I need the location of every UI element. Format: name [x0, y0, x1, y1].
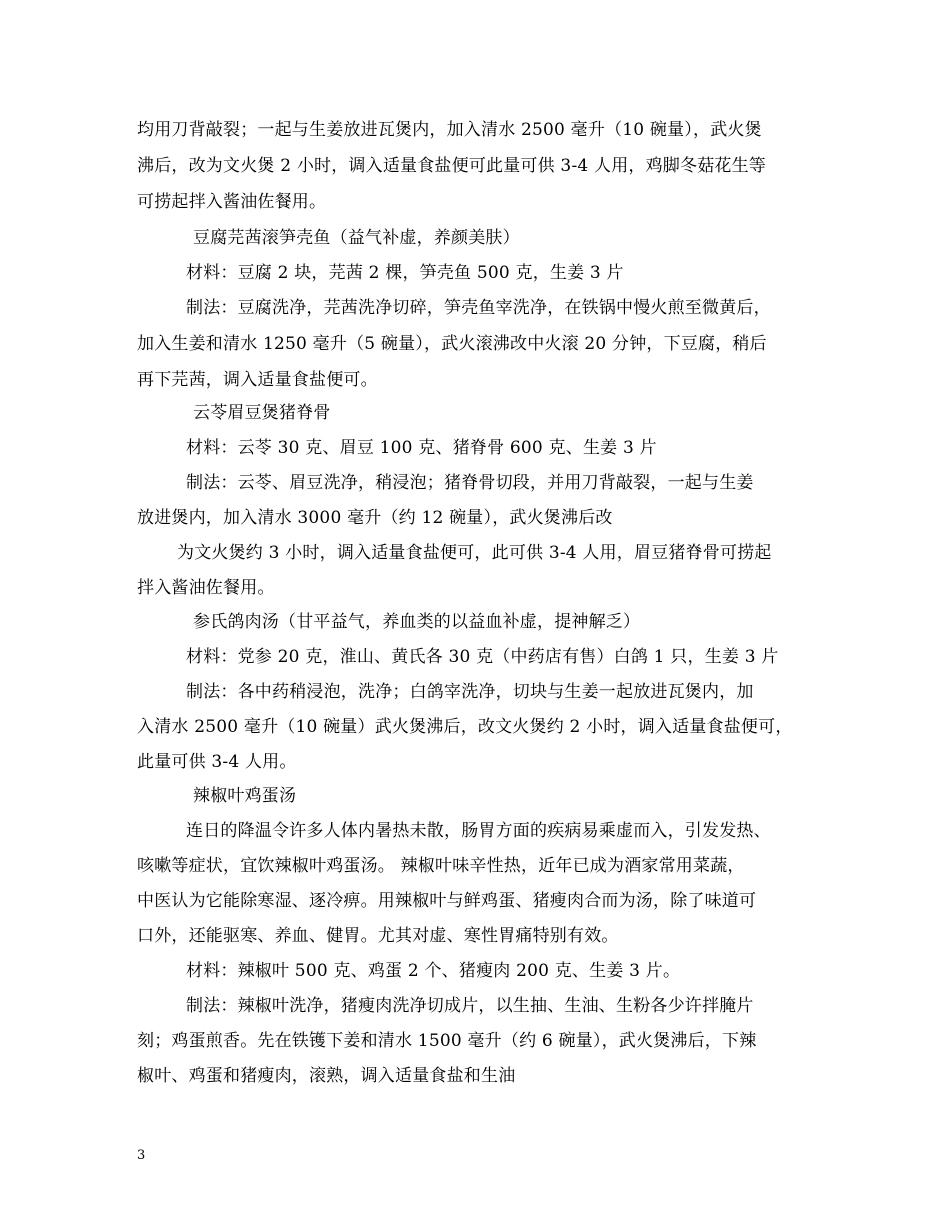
text-line: 为文火煲约 3 小时，调入适量食盐便可，此可供 3-4 人用，眉豆猪脊骨可捞起: [177, 543, 772, 563]
text-line: 椒叶、鸡蛋和猪瘦肉，滚熟，调入适量食盐和生油: [137, 1066, 516, 1086]
section-heading: 豆腐芫茜滚笋壳鱼（益气补虚，养颜美肤）: [193, 228, 520, 248]
text-line: 刻；鸡蛋煎香。先在铁镬下姜和清水 1500 毫升（约 6 碗量），武火煲沸后，下辣: [137, 1031, 757, 1051]
text-line: 材料：辣椒叶 500 克、鸡蛋 2 个、猪瘦肉 200 克、生姜 3 片。: [186, 961, 681, 981]
text-line: 制法：各中药稍浸泡，洗净；白鸽宰洗净，切块与生姜一起放进瓦煲内，加: [186, 682, 754, 702]
text-line: 材料：党参 20 克，淮山、黄氏各 30 克（中药店有售）白鸽 1 只，生姜 3 片: [186, 647, 779, 667]
text-line: 材料：云苓 30 克、眉豆 100 克、猪脊骨 600 克、生姜 3 片: [186, 438, 657, 458]
text-line: 此量可供 3-4 人用。: [137, 752, 297, 772]
text-line: 连日的降温令许多人体内暑热未散，肠胃方面的疾病易乘虚而入，引发发热、: [186, 821, 771, 841]
text-line: 制法：豆腐洗净，芫茜洗净切碎，笋壳鱼宰洗净，在铁锅中慢火煎至微黄后，: [186, 298, 771, 318]
text-line: 材料：豆腐 2 块，芫茜 2 棵，笋壳鱼 500 克，生姜 3 片: [186, 263, 624, 283]
section-heading: 云苓眉豆煲猪脊骨: [193, 403, 331, 423]
text-line: 可捞起拌入酱油佐餐用。: [137, 192, 327, 212]
section-heading: 辣椒叶鸡蛋汤: [193, 786, 297, 806]
text-line: 沸后，改为文火煲 2 小时，调入适量食盐便可此量可供 3-4 人用，鸡脚冬菇花生等: [137, 156, 767, 176]
text-line: 均用刀背敲裂；一起与生姜放进瓦煲内，加入清水 2500 毫升（10 碗量），武火煲: [137, 120, 762, 140]
text-line: 咳嗽等症状，宜饮辣椒叶鸡蛋汤。 辣椒叶味辛性热，近年已成为酒家常用菜蔬，: [137, 856, 745, 876]
text-line: 中医认为它能除寒湿、逐冷痹。用辣椒叶与鲜鸡蛋、猪瘦肉合而为汤，除了味道可: [137, 891, 757, 911]
text-line: 拌入酱油佐餐用。: [137, 578, 275, 598]
text-line: 加入生姜和清水 1250 毫升（5 碗量），武火滚沸改中火滚 20 分钟，下豆腐，稍后: [137, 334, 767, 354]
text-line: 入清水 2500 毫升（10 碗量）武火煲沸后，改文火煲约 2 小时，调入适量食盐便可，: [137, 717, 793, 737]
text-line: 再下芫茜，调入适量食盐便可。: [137, 370, 378, 390]
text-line: 口外，还能驱寒、养血、健胃。尤其对虚、寒性胃痛特别有效。: [137, 926, 619, 946]
section-heading: 参氏鸽肉汤（甘平益气，养血类的以益血补虚，提神解乏）: [193, 612, 641, 632]
text-line: 制法：云苓、眉豆洗净，稍浸泡；猪脊骨切段，并用刀背敲裂，一起与生姜: [186, 473, 754, 493]
text-line: 放进煲内，加入清水 3000 毫升（约 12 碗量），武火煲沸后改: [137, 508, 613, 528]
text-line: 制法：辣椒叶洗净，猪瘦肉洗净切成片，以生抽、生油、生粉各少许拌腌片: [186, 996, 754, 1016]
page-number: 3: [137, 1148, 146, 1163]
